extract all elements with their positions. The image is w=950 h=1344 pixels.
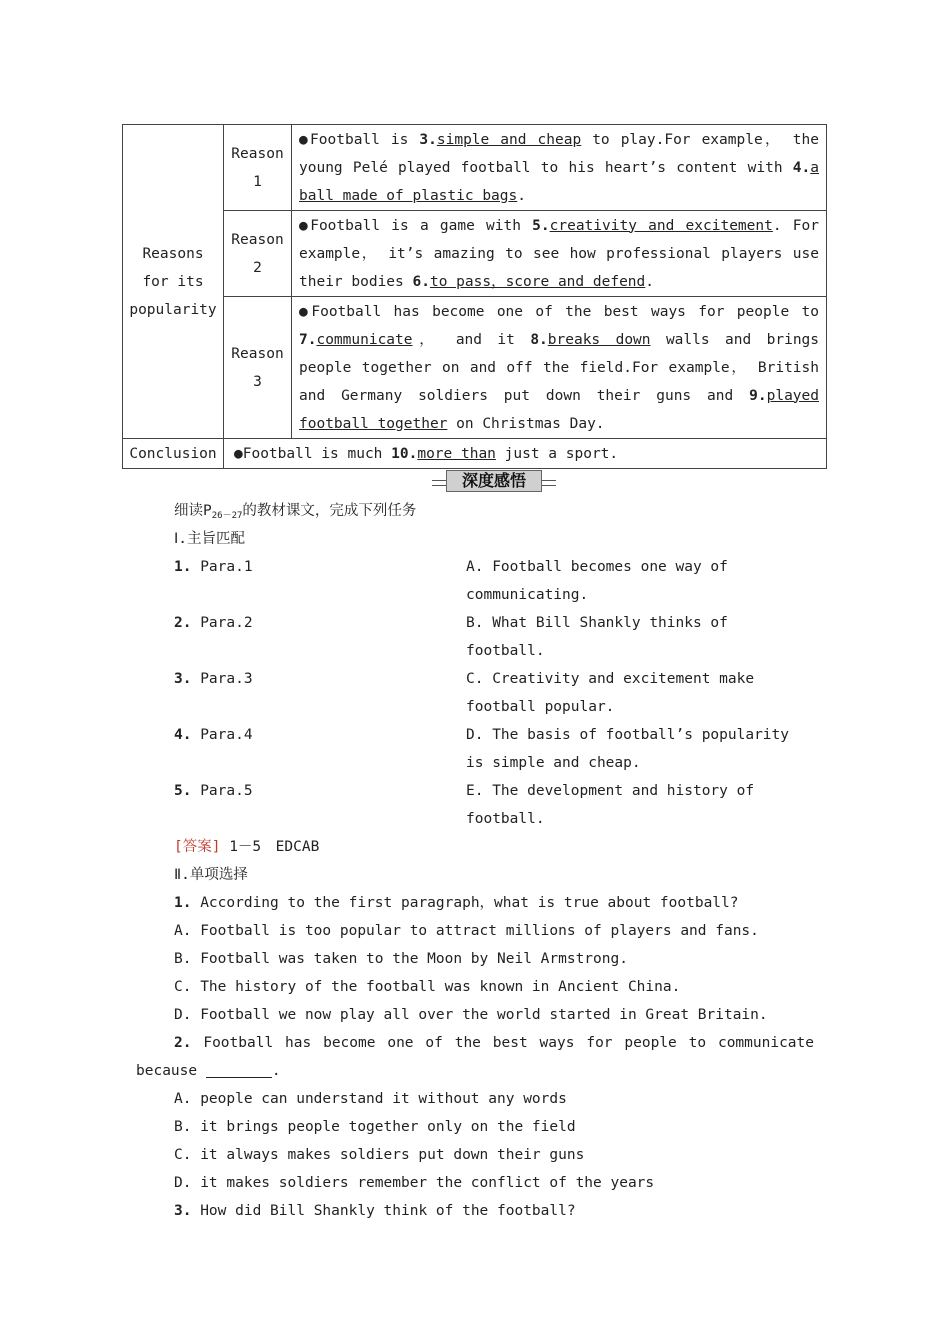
bullet: ● [299,131,311,148]
page-range: 26－27 [211,511,243,521]
answer-text: 1－5 EDCAB [229,839,320,855]
text: ， and it [412,331,531,348]
para-item [174,609,253,637]
text: just a sport. [495,445,619,462]
match-option: is simple and cheap. [466,755,641,771]
text: to play.For example， the young Pelé played football to his heart’s content with [299,131,820,176]
answer-blank: to pass，score and defend [429,273,646,290]
text: Football is a game with [310,217,533,234]
item-number: 4. [174,727,192,743]
bullet: ● [234,445,243,462]
question-text: Football has become one of the best ways for people to communicate [203,1035,814,1051]
question-3 [174,1197,576,1225]
question-text: How did Bill Shankly think of the football? [200,1203,576,1219]
row-header: Reasons for its popularity [129,245,217,318]
choice: D. it makes soldiers remember the conflict of the years [174,1175,655,1191]
choice: B. Football was taken to the Moon by Neil Armstrong. [174,951,628,967]
choice: A. Football is too popular to attract millions of players and fans. [174,923,759,939]
para-label: Para.3 [200,671,253,687]
answer-tag: [答案] [174,839,221,855]
text: Football has become one of the best ways for people to [311,303,820,320]
bullet: ● [299,217,311,234]
choice: C. The history of the football was known in Ancient China. [174,979,681,995]
reason-text-cell [292,211,827,297]
text: 细读P [174,503,212,519]
text: . [271,1063,281,1079]
conclusion-label: Conclusion [129,445,217,462]
row-header-cell [123,125,224,439]
question-text: because [136,1063,198,1079]
blank-number: 9. [749,387,767,404]
answer-blank: simple and cheap [436,131,582,148]
section-banner [432,470,556,492]
choice: B. it brings people together only on the field [174,1119,576,1135]
choice: D. Football we now play all over the world started in Great Britain. [174,1007,768,1023]
answer-blank: more than [417,445,496,462]
answer-blank: breaks down [547,331,651,348]
item-number: 3. [174,671,192,687]
blank-number: 4. [792,159,811,176]
conclusion-label-cell [123,439,224,469]
question-1 [174,889,739,917]
part1-title: Ⅰ.主旨匹配 [174,531,246,547]
para-label: Para.4 [200,727,253,743]
blank-number: 6. [412,273,430,290]
blank-number: 10. [391,445,418,462]
match-option: football popular. [466,699,615,715]
para-item [174,721,253,749]
text: . [645,273,654,290]
reason-text-cell [292,297,827,439]
blank-number: 3. [419,131,437,148]
question-number: 1. [174,895,192,911]
para-label: Para.5 [200,783,253,799]
match-option: communicating. [466,587,589,603]
match-option: D. The basis of football’s popularity [466,727,790,743]
para-item [174,665,253,693]
match-option: C. Creativity and excitement make [466,671,755,687]
match-option: E. The development and history of [466,783,755,799]
match-option: B. What Bill Shankly thinks of [466,615,728,631]
para-label: Para.1 [200,559,253,575]
blank-number: 8. [530,331,548,348]
reason-text-cell [292,125,827,211]
para-label: Para.2 [200,615,253,631]
item-number: 1. [174,559,192,575]
answer-line [174,833,319,861]
choice: C. it always makes soldiers put down their guns [174,1147,585,1163]
answer-blank: played football together [299,387,819,432]
text: walls and brings people together on and off the field.For example， British and Germany soldiers put down their guns and [299,331,820,404]
part2-title: Ⅱ.单项选择 [174,867,248,883]
reason-label: Reason 2 [231,231,284,276]
blank-number: 7. [299,331,317,348]
text: Football is much [242,445,392,462]
reason-label-cell [224,125,292,211]
item-number: 5. [174,783,192,799]
answer-blank: communicate [316,331,413,348]
text: . [517,187,526,204]
item-number: 2. [174,615,192,631]
table-row [123,125,827,211]
conclusion-cell [224,439,827,469]
reason-label: Reason 1 [231,145,284,190]
para-item [174,777,253,805]
question-number: 2. [174,1035,192,1051]
table-row [123,439,827,469]
bullet: ● [299,303,312,320]
banner-title: 深度感悟 [446,470,542,492]
text: on Christmas Day. [447,415,605,432]
question-2-cont [136,1057,281,1085]
task-intro [174,497,416,525]
match-option: football. [466,811,545,827]
answer-blank: creativity and excitement [549,217,773,234]
table-row [123,211,827,297]
question-number: 3. [174,1203,192,1219]
reason-label: Reason 3 [231,345,284,390]
question-2 [174,1029,814,1057]
answer-blank-line [206,1059,272,1078]
text: Football is [310,131,420,148]
para-item [174,553,253,581]
reason-label-cell [224,297,292,439]
match-option: football. [466,643,545,659]
table-row [123,297,827,439]
blank-number: 5. [532,217,550,234]
answer-blank: a ball made of plastic bags [299,159,819,204]
choice: A. people can understand it without any words [174,1091,567,1107]
text: 的教材课文，完成下列任务 [242,503,417,519]
match-option: A. Football becomes one way of [466,559,728,575]
summary-table [122,124,827,469]
text: . For example， it’s amazing to see how professional players use their bodies [299,217,819,290]
reason-label-cell [224,211,292,297]
question-text: According to the first paragraph，what is true about football? [200,895,739,911]
